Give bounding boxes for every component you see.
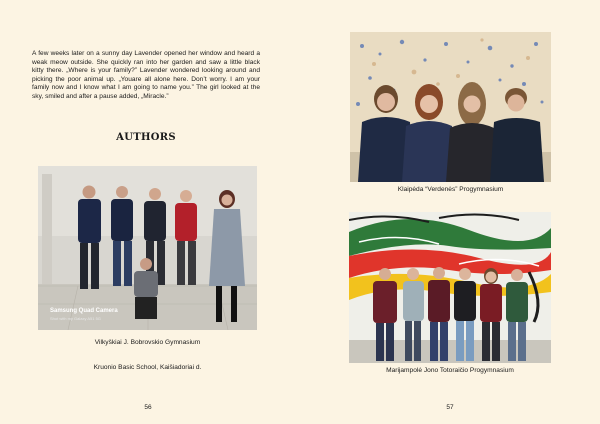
caption-vilkyskiai: Vilkyškiai J. Bobrovskio Gymnasium [94,339,201,346]
authors-photo-marijampole [349,212,551,363]
caption-marijampole: Marijampolė Jono Totoraičio Progymnasium [386,367,514,374]
caption-kruonio: Kruonio Basic School, Kaišiadoriai d. [93,364,202,371]
page-number-right: 57 [446,404,454,411]
right-page [300,0,600,424]
caption-klaipeda: Klaipėda “Verdenės” Progymnasium [397,186,504,193]
story-paragraph: A few weeks later on a sunny day Lavender opened her window and heard a weak meow outside. She quickly ran into her garden and saw a little black kitty there. „Where is your family?” Lavender wondered looking around and picking the poor animal up. „Youare all alone here. Don’t worry. I am your family now and I know what I am going to name you.” The girl looked at the sky, smiled and after a pause added, „Miracle.” [32,50,260,100]
authors-photo-klaipeda [350,32,551,182]
camera-watermark-sub: Shot with my Galaxy A51 5G [50,316,101,321]
authors-photo-vilkyskiai [38,166,257,330]
page-number-left: 56 [144,404,152,411]
authors-heading: AUTHORS [116,132,176,143]
camera-watermark: Samsung Quad Camera [50,308,118,314]
